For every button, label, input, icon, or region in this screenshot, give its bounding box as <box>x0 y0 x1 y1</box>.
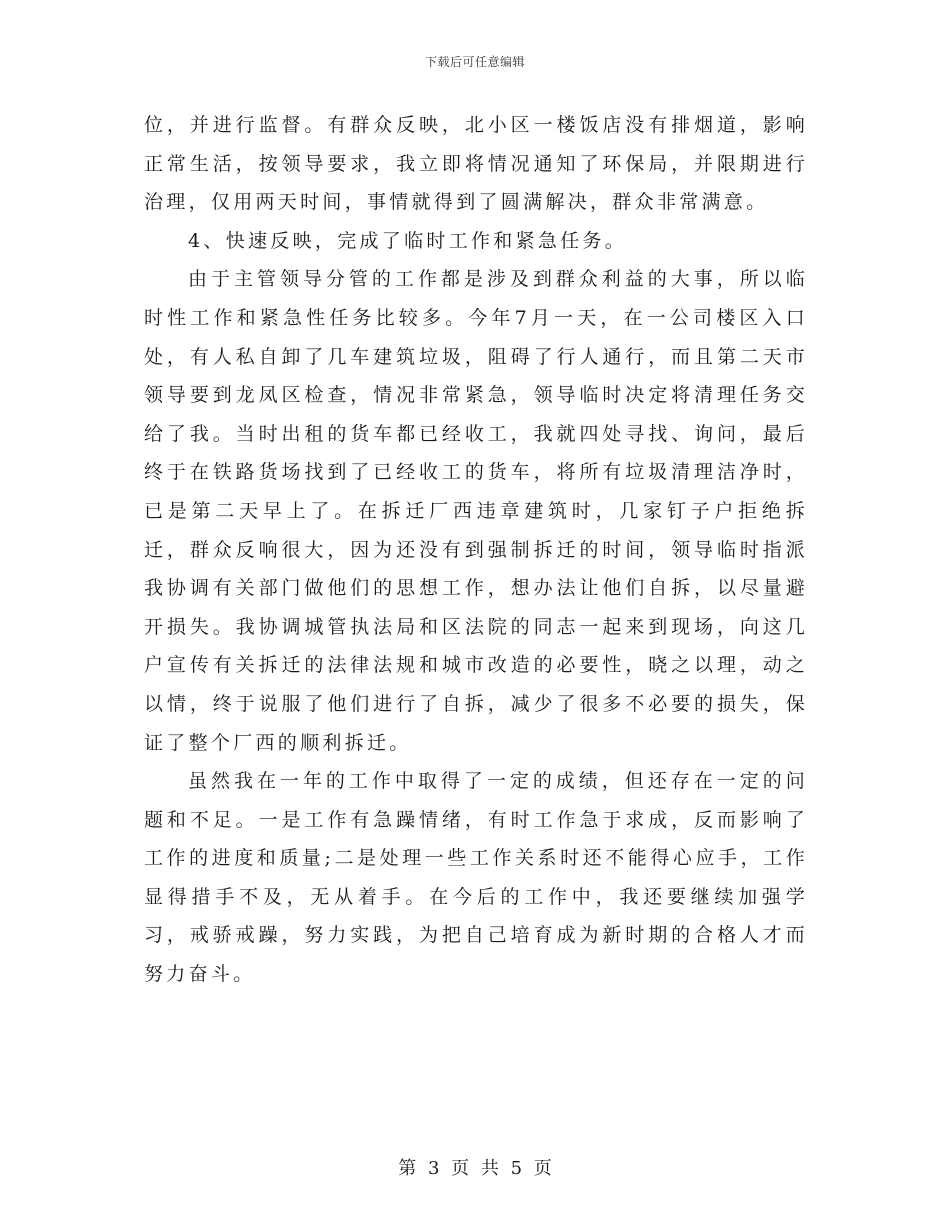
paragraph-continuation: 位，并进行监督。有群众反映，北小区一楼饭店没有排烟道，影响正常生活，按领导要求，我立即将情况通知了环保局，并限期进行治理，仅用两天时间，事情就得到了圆满解决，群众非常满意。 <box>144 114 808 214</box>
document-body <box>144 106 808 994</box>
paragraph-heading-4: 4、快速反映，完成了临时工作和紧急任务。 <box>188 229 628 252</box>
paragraph-urgent-tasks: 由于主管领导分管的工作都是涉及到群众利益的大事，所以临时性工作和紧急性任务比较多。今年7月一天，在一公司楼区入口处，有人私自卸了几车建筑垃圾，阻碍了行人通行，而且第二天市领导要到龙凤区检查，情况非常紧急，领导临时决定将清理任务交给了我。当时出租的货车都已经收工，我就四处寻找、询问，最后终于在铁路货场找到了已经收工的货车，将所有垃圾清理洁净时，已是第二天早上了。在拆迁厂西违章建筑时，几家钉子户拒绝拆迁，群众反响很大，因为还没有到强制拆迁的时间，领导临时指派我协调有关部门做他们的思想工作，想办法让他们自拆，以尽量避开损失。我协调城管执法局和区法院的同志一起来到现场，向这几户宣传有关拆迁的法律法规和城市改造的必要性，晓之以理，动之以情，终于说服了他们进行了自拆，减少了很多不必要的损失，保证了整个厂西的顺利拆迁。 <box>144 268 808 754</box>
header-note: 下载后可任意编辑 <box>424 55 525 69</box>
page-number: 第 3 页 共 5 页 <box>398 1158 552 1179</box>
paragraph-shortcomings: 虽然我在一年的工作中取得了一定的成绩，但还存在一定的问题和不足。一是工作有急躁情绪，有时工作急于求成，反而影响了工作的进度和质量;二是处理一些工作关系时还不能得心应手，工作显得措手不及，无从着手。在今后的工作中，我还要继续加强学习，戒骄戒躁，努力实践，为把自己培育成为新时期的合格人才而努力奋斗。 <box>144 770 808 986</box>
